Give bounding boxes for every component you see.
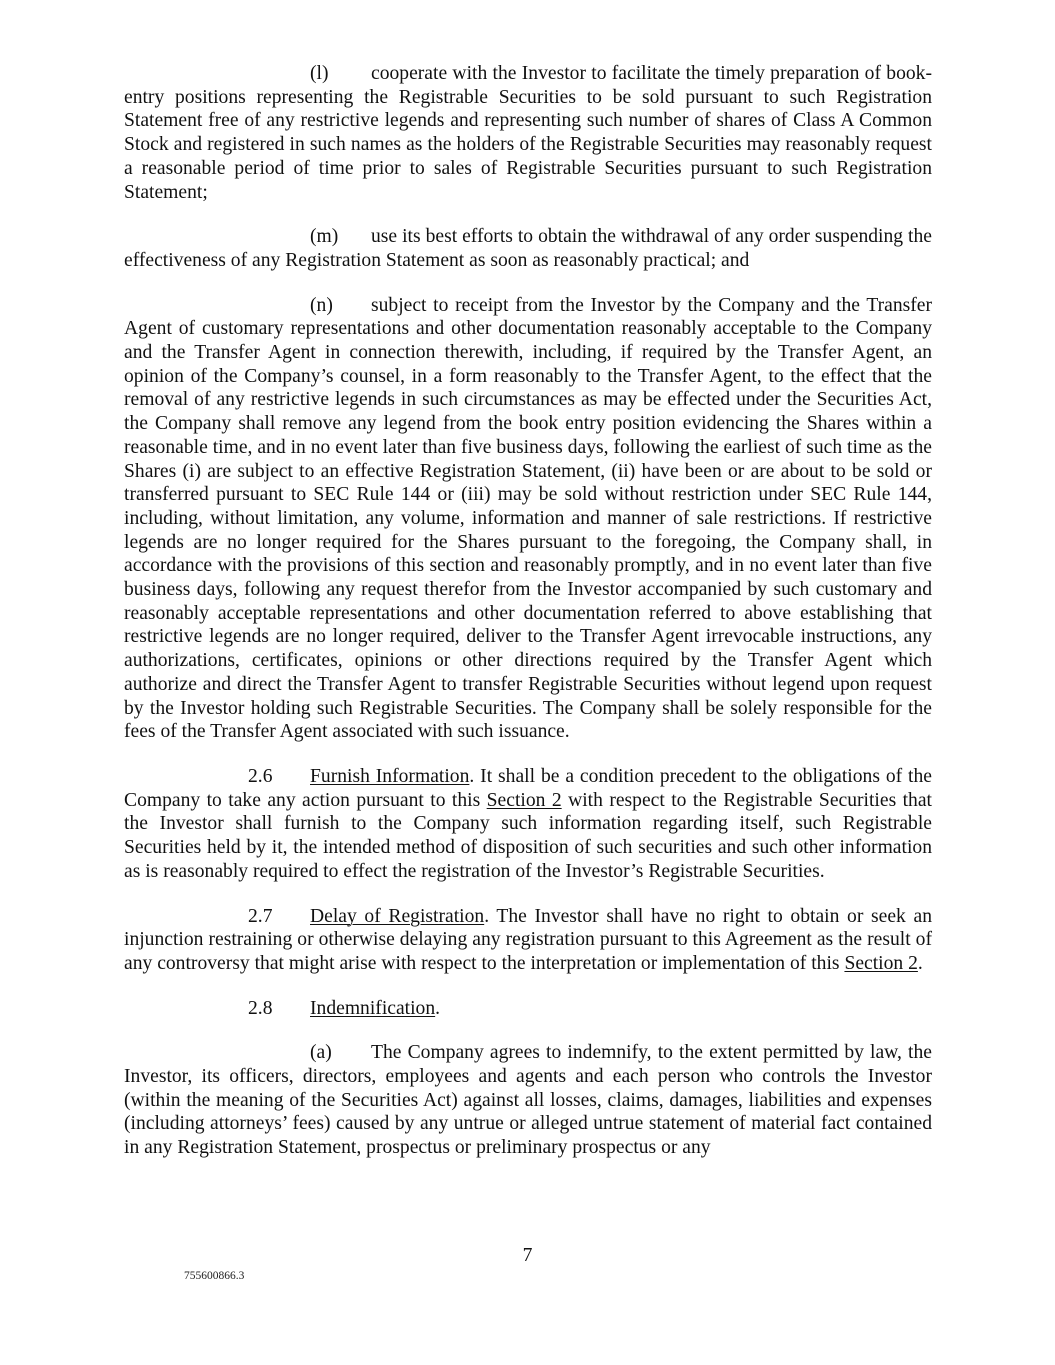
section-text: . The Investor shall have no right to obtain or seek an injunction restraining or otherwise delaying any registration pursuant to this Agreement as the result of any controversy that might arise with respect to the interpretation or implementation of this <box>124 905 932 974</box>
clause-text: use its best efforts to obtain the withdrawal of any order suspending the effectiveness of any Registration Statement as soon as reasonably practical; and <box>124 226 932 271</box>
section-2-7 <box>124 905 932 976</box>
section-number: 2.7 <box>248 905 273 927</box>
section-reference: Section 2 <box>486 789 562 811</box>
section-2-6 <box>124 765 932 884</box>
clause-label: (a) <box>310 1042 332 1064</box>
section-number: 2.8 <box>248 997 273 1019</box>
section-reference: Section 2 <box>844 952 918 974</box>
clause-text: The Company agrees to indemnify, to the extent permitted by law, the Investor, its officers, directors, employees and agents and each person who controls the Investor (within the meaning of the Securities Act) against all losses, claims, damages, liabilities and expenses (including attorneys’ fees) caused by any untrue or alleged untrue statement of material fact contained in any Registration Statement, prospectus or preliminary prospectus or any <box>124 1042 932 1159</box>
clause-text: subject to receipt from the Investor by the Company and the Transfer Agent of customary representations and other documentation reasonably acceptable to the Company and the Transfer Agent in connection therewith, including, if required by the Transfer Agent, an opinion of the Company’s counsel, in a form reasonably to the Transfer Agent, to the effect that the removal of any restrictive legends in such circumstances as may be effected under the Securities Act, the Company shall remove any legend from the book entry position evidencing the Shares within a reasonable time, and in no event later than five business days, following the earliest of such time as the Shares (i) are subject to an effective Registration Statement, (ii) have been or are about to be sold or transferred pursuant to SEC Rule 144 or (iii) may be sold without restriction under SEC Rule 144, including, without limitation, any volume, information and manner of sale restrictions. If restrictive legends are no longer required for the Shares pursuant to the foregoing, the Company shall, in accordance with the provisions of this section and reasonably promptly, and in no event later than five business days, following any request therefor from the Investor accompanied by such customary and reasonably acceptable representations and other documentation referred to above establishing that restrictive legends are no longer required, deliver to the Transfer Agent irrevocable instructions, any authorizations, certificates, opinions or other directions required by the Transfer Agent which authorize and direct the Transfer Agent to transfer Registrable Securities without legend upon request by the Investor holding such Registrable Securities. The Company shall be solely responsible for the fees of the Transfer Agent associated with such issuance. <box>124 294 932 743</box>
section-heading: Delay of Registration <box>310 905 485 927</box>
section-number: 2.6 <box>248 765 273 787</box>
page-number: 7 <box>522 1245 533 1266</box>
clause-m <box>124 225 932 272</box>
clause-n <box>124 294 932 744</box>
section-text: . It shall be a condition precedent to the obligations of the Company to take any action pursuant to this <box>124 765 932 811</box>
clause-a <box>124 1041 932 1160</box>
section-heading: Furnish Information <box>310 765 470 787</box>
section-heading: Indemnification <box>310 997 436 1019</box>
clause-label: (m) <box>310 226 339 248</box>
document-body <box>124 62 932 1160</box>
document-id: 755600866.3 <box>184 1270 245 1282</box>
section-2-8 <box>124 997 932 1021</box>
section-text: . <box>435 997 441 1019</box>
section-text: with respect to the Registrable Securities that the Investor shall furnish to the Company such information regarding itself, such Registrable Securities held by it, the intended method of disposition of such securities and such other information as is reasonably required to effect the registration of the Investor’s Registrable Securities. <box>124 789 932 882</box>
clause-l <box>124 62 932 204</box>
clause-text: cooperate with the Investor to facilitate the timely preparation of book-entry positions representing the Registrable Securities to be sold pursuant to such Registration Statement free of any restrictive legends and representing such number of shares of Class A Common Stock and registered in such names as the holders of the Registrable Securities may reasonably request a reasonable period of time prior to sales of Registrable Securities pursuant to such Registration Statement; <box>124 63 932 203</box>
clause-label: (n) <box>310 294 333 316</box>
clause-label: (l) <box>310 63 329 84</box>
section-text: . <box>917 952 923 974</box>
